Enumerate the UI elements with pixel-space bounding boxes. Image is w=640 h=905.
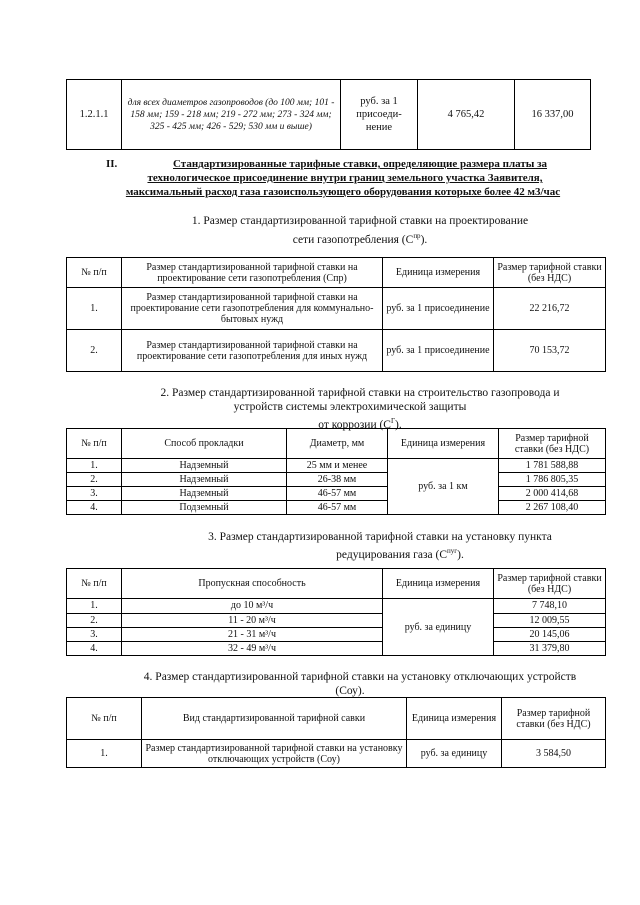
header-cell: Пропускная способность	[122, 569, 383, 599]
header-cell: № п/п	[67, 698, 142, 740]
header-cell: Способ прокладки	[122, 429, 287, 459]
section-number: II.	[106, 158, 118, 170]
t3-caption-end: ).	[457, 548, 464, 561]
t2-caption-end: ).	[395, 418, 402, 431]
row-number: 1.	[67, 740, 142, 768]
section-title-line-2: технологическое присоединение внутри границ земельного участка Заявителя,	[147, 172, 543, 184]
header-cell: № п/п	[67, 258, 122, 288]
shutoff-device-rate-table	[66, 697, 606, 768]
header-cell: Размер тарифной ставки (без НДС)	[502, 698, 606, 740]
t3-caption-line-2	[300, 544, 500, 562]
t1-caption-line-2	[240, 229, 480, 247]
row-number: 2.	[67, 613, 122, 627]
row-diameter: 46-57 мм	[287, 501, 388, 515]
t1-caption-end: ).	[420, 233, 428, 246]
row-value-2: 16 337,00	[515, 80, 591, 150]
row-value: 1 781 588,88	[499, 459, 606, 473]
header-cell: № п/п	[67, 429, 122, 459]
table-row	[67, 627, 606, 641]
t3-caption-text: редуцирования газа (С	[336, 548, 447, 561]
row-method: Надземный	[122, 459, 287, 473]
row-method: Подземный	[122, 501, 287, 515]
row-name: Размер стандартизированной тарифной ставки на установку отключающих устройств (Соу)	[142, 740, 407, 768]
row-name: Размер стандартизированной тарифной ставки на проектирование сети газопотребления для коммунально-бытовых нужд	[122, 288, 383, 330]
t3-caption-line-1: 3. Размер стандартизированной тарифной ставки на установку пункта	[208, 531, 552, 543]
row-unit: руб. за 1 присоеди-нение	[341, 80, 418, 150]
row-value: 3 584,50	[502, 740, 606, 768]
t1-caption-line-1: 1. Размер стандартизированной тарифной ставки на проектирование	[191, 215, 529, 227]
t1-caption-sup: пр	[413, 232, 421, 240]
header-cell: Единица измерения	[407, 698, 502, 740]
row-code: 1.2.1.1	[67, 80, 122, 150]
row-number: 1.	[67, 459, 122, 473]
table-row	[67, 473, 606, 487]
row-value: 70 153,72	[494, 330, 606, 372]
t2-caption-text: от коррозии (С	[318, 418, 391, 431]
t2-caption-line-2: устройств системы электрохимической защиты	[233, 401, 467, 413]
row-capacity: до 10 м³/ч	[122, 599, 383, 613]
top-tariff-table	[66, 79, 591, 150]
row-value: 1 786 805,35	[499, 473, 606, 487]
row-value: 31 379,80	[494, 641, 606, 655]
header-cell: Единица измерения	[383, 569, 494, 599]
section-title-line-3: максимальный расход газа газоиспользующего оборудования которыхе более 42 м3/час	[125, 186, 561, 198]
row-capacity: 32 - 49 м³/ч	[122, 641, 383, 655]
table-row	[67, 613, 606, 627]
row-unit: руб. за единицу	[383, 599, 494, 656]
row-diameter: 46-57 мм	[287, 487, 388, 501]
table-header-row	[67, 258, 606, 288]
row-number: 1.	[67, 288, 122, 330]
row-number: 3.	[67, 627, 122, 641]
row-unit: руб. за 1 км	[388, 459, 499, 515]
table-row	[67, 487, 606, 501]
header-cell: Размер тарифной ставки (без НДС)	[494, 258, 606, 288]
row-number: 3.	[67, 487, 122, 501]
table-row	[67, 80, 591, 150]
row-value: 2 267 108,40	[499, 501, 606, 515]
table-row	[67, 330, 606, 372]
row-unit: руб. за единицу	[407, 740, 502, 768]
row-number: 4.	[67, 641, 122, 655]
table-header-row	[67, 698, 606, 740]
row-capacity: 21 - 31 м³/ч	[122, 627, 383, 641]
row-diameter: 25 мм и менее	[287, 459, 388, 473]
table-row	[67, 288, 606, 330]
row-description: для всех диаметров газопроводов (до 100 мм; 101 - 158 мм; 159 - 218 мм; 219 - 272 мм; 273 - 324 мм; 325 - 425 мм; 426 - 529; 530 мм и выше)	[122, 80, 341, 150]
row-number: 2.	[67, 330, 122, 372]
t2-caption-line-1: 2. Размер стандартизированной тарифной ставки на строительство газопровода и	[160, 387, 560, 399]
row-value: 2 000 414,68	[499, 487, 606, 501]
table-row	[67, 501, 606, 515]
header-cell: Размер тарифной ставки (без НДС)	[494, 569, 606, 599]
row-capacity: 11 - 20 м³/ч	[122, 613, 383, 627]
row-value: 12 009,55	[494, 613, 606, 627]
design-rate-table	[66, 257, 606, 372]
table-header-row	[67, 569, 606, 599]
header-cell: Размер тарифной ставки (без НДС)	[499, 429, 606, 459]
row-unit: руб. за 1 присоединение	[383, 288, 494, 330]
t3-caption-sup: пуг	[446, 547, 458, 555]
header-cell: Единица измерения	[388, 429, 499, 459]
table-header-row	[67, 429, 606, 459]
header-cell: № п/п	[67, 569, 122, 599]
row-value-1: 4 765,42	[418, 80, 515, 150]
row-value: 22 216,72	[494, 288, 606, 330]
t1-caption-text: сети газопотребления (С	[292, 233, 414, 246]
table-row	[67, 740, 606, 768]
row-name: Размер стандартизированной тарифной ставки на проектирование сети газопотребления для иных нужд	[122, 330, 383, 372]
header-cell: Единица измерения	[383, 258, 494, 288]
header-cell: Вид стандартизированной тарифной савки	[142, 698, 407, 740]
header-cell: Размер стандартизированной тарифной ставки на проектирование сети газопотребления (Спр)	[122, 258, 383, 288]
t4-caption-line-1: 4. Размер стандартизированной тарифной ставки на установку отключающих устройств	[143, 671, 577, 683]
construction-rate-table	[66, 428, 606, 515]
table-row	[67, 599, 606, 613]
row-number: 1.	[67, 599, 122, 613]
t4-caption-line-2: (Соу).	[335, 685, 365, 697]
table-row	[67, 459, 606, 473]
reduction-point-rate-table	[66, 568, 606, 656]
row-unit: руб. за 1 присоединение	[383, 330, 494, 372]
t2-caption-sup: Г	[390, 417, 396, 425]
row-method: Надземный	[122, 473, 287, 487]
table-row	[67, 641, 606, 655]
section-title-line-1: Стандартизированные тарифные ставки, определяющие размера платы за	[172, 158, 548, 170]
row-diameter: 26-38 мм	[287, 473, 388, 487]
row-number: 2.	[67, 473, 122, 487]
row-value: 7 748,10	[494, 599, 606, 613]
row-number: 4.	[67, 501, 122, 515]
row-method: Надземный	[122, 487, 287, 501]
row-value: 20 145,06	[494, 627, 606, 641]
header-cell: Диаметр, мм	[287, 429, 388, 459]
